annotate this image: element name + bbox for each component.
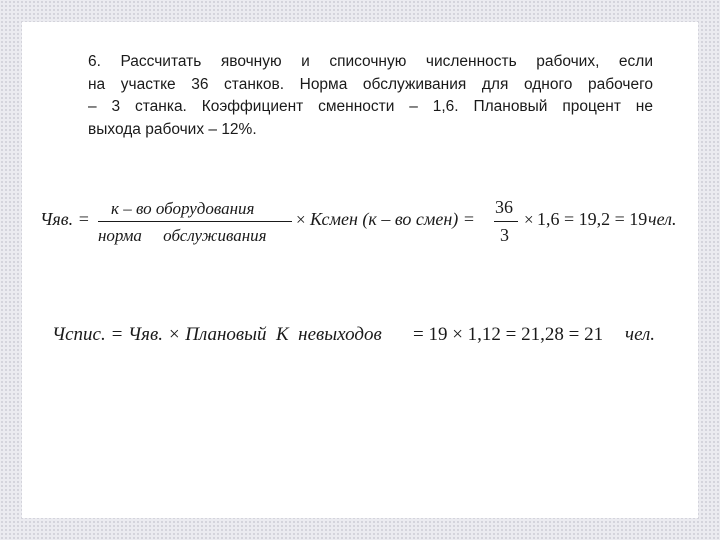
formula1-fraction-bar-2 xyxy=(494,221,518,222)
problem-statement xyxy=(88,51,653,141)
formula1-lhs: Чяв. = xyxy=(40,209,90,229)
problem-line-2: на участке 36 станков. Норма обслуживания для одного рабочего xyxy=(88,75,653,93)
formula2-unit: чел. xyxy=(625,324,656,345)
formula1-numerator: к – во оборудования xyxy=(111,199,255,218)
formula1-fraction-bar xyxy=(98,221,292,222)
formula1-denominator: норма обслуживания xyxy=(98,226,267,245)
formula2-expression: Чспис. = Чяв. × Плановый К невыходов xyxy=(52,324,382,345)
problem-line-1: 6. Рассчитать явочную и списочную численность рабочих, если xyxy=(88,53,653,70)
problem-line-4: выхода рабочих – 12%. xyxy=(88,120,257,138)
formula1-denominator-3: 3 xyxy=(500,225,509,245)
slide xyxy=(22,22,698,518)
formula1-times: × xyxy=(296,210,306,229)
formula2-calculation: = 19 × 1,12 = 21,28 = 21 xyxy=(413,324,604,345)
formula1-unit: чел. xyxy=(648,209,677,229)
formula1-numerator-36: 36 xyxy=(495,197,513,217)
problem-line-3: – 3 станка. Коэффициент сменности – 1,6. Плановый процент не xyxy=(88,98,653,115)
formula1-factor: Ксмен (к – во смен) = xyxy=(310,209,475,229)
formula1-tail: 1,6 = 19,2 = 19 xyxy=(537,209,648,229)
formula1-tail-times: × xyxy=(524,210,534,229)
